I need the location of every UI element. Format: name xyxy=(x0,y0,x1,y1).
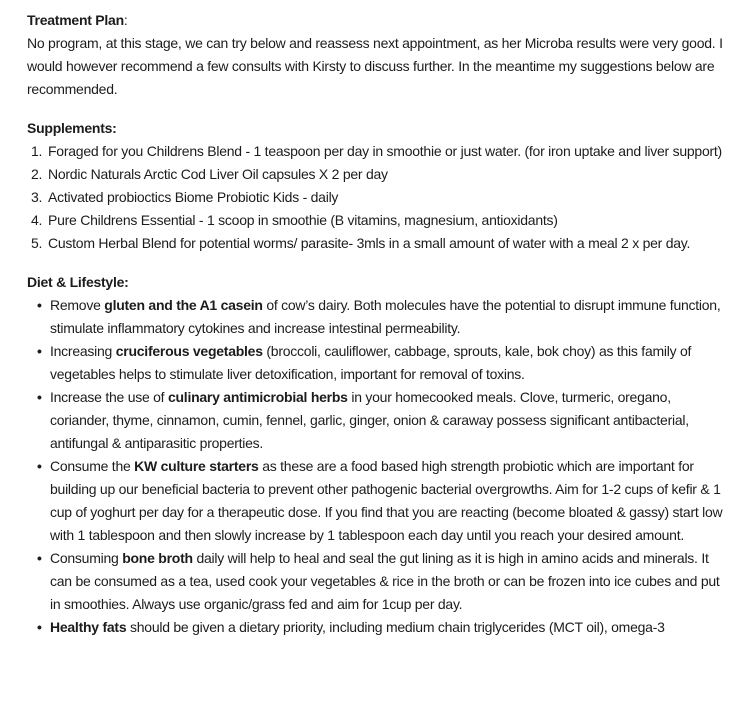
text-run: Remove xyxy=(50,297,105,313)
supplement-item xyxy=(27,140,727,163)
bullet-icon: • xyxy=(37,458,42,474)
treatment-plan-heading-colon: : xyxy=(123,12,128,28)
bold-text-run: cruciferous vegetables xyxy=(115,343,263,359)
supplement-item xyxy=(27,186,727,209)
bullet-icon: • xyxy=(37,550,42,566)
diet-lifestyle-item-text xyxy=(50,455,727,547)
text-run: in your homecooked meals. Clove, turmeric, oregano, coriander, thyme, cinnamon, cumin, fennel, garlic, ginger, onion & caraway possess significant antibacterial, antifungal & antiparasitic properties. xyxy=(50,389,689,451)
bold-text-run: culinary antimicrobial herbs xyxy=(167,389,348,405)
supplement-item-text: Custom Herbal Blend for potential worms/ parasite- 3mls in a small amount of water with a meal 2 x per day. xyxy=(48,235,691,251)
diet-lifestyle-item-text xyxy=(50,547,727,616)
supplements-heading: Supplements: xyxy=(27,120,117,136)
diet-lifestyle-item-text xyxy=(50,616,727,639)
supplement-item-text: Pure Childrens Essential - 1 scoop in smoothie (B vitamins, magnesium, antioxidants) xyxy=(48,212,558,228)
text-run: Increase the use of xyxy=(50,389,168,405)
bold-text-run: bone broth xyxy=(122,550,193,566)
bullet-icon: • xyxy=(37,343,42,359)
supplement-item-text: Nordic Naturals Arctic Cod Liver Oil capsules X 2 per day xyxy=(48,166,388,182)
list-number: 1. xyxy=(31,143,43,159)
text-run: daily will help to heal and seal the gut lining as it is high in amino acids and minerals. It can be consumed as a tea, used cook your vegetables & rice in the broth or can be frozen into ice cubes and put in smoothies. Always use organic/grass fed and aim for 1cup per day. xyxy=(50,550,720,612)
text-run: Consuming xyxy=(50,550,123,566)
text-run: should be given a dietary priority, including medium chain triglycerides (MCT oil), omega-3 xyxy=(126,619,665,635)
supplement-item xyxy=(27,209,727,232)
list-number: 4. xyxy=(31,212,43,228)
text-run: Increasing xyxy=(50,343,116,359)
text-run: Consume the xyxy=(50,458,135,474)
bullet-icon: • xyxy=(37,619,42,635)
list-number: 2. xyxy=(31,166,43,182)
bullet-icon: • xyxy=(37,297,42,313)
text-run: (broccoli, cauliflower, cabbage, sprouts, kale, bok choy) as this family of vegetables helps to stimulate liver detoxification, important for removal of toxins. xyxy=(50,343,692,382)
diet-lifestyle-item-text xyxy=(50,386,727,455)
diet-lifestyle-item xyxy=(27,455,727,547)
diet-lifestyle-heading: Diet & Lifestyle: xyxy=(27,274,129,290)
diet-lifestyle-item-text xyxy=(50,340,727,386)
bullet-icon: • xyxy=(37,389,42,405)
diet-lifestyle-list xyxy=(27,294,727,639)
list-number: 3. xyxy=(31,189,43,205)
treatment-plan-intro-paragraph: No program, at this stage, we can try below and reassess next appointment, as her Microba results were very good. I would however recommend a few consults with Kirsty to discuss further. In the meantime my suggestions below are recommended. xyxy=(27,35,723,97)
text-run: of cow’s dairy. Both molecules have the potential to disrupt immune function, stimulate inflammatory cytokines and increase intestinal permeability. xyxy=(50,297,721,336)
text-run: as these are a food based high strength probiotic which are important for building up our beneficial bacteria to prevent other pathogenic bacterial overgrowths. Aim for 1-2 cups of kefir & 1 cup of yoghurt per day for a therapeutic dose. If you find that you are reacting (become bloated & gassy) start low with 1 tablespoon and then slowly increase by 1 tablespoon each day until you reach your desired amount. xyxy=(50,458,723,543)
bold-text-run: KW culture starters xyxy=(134,458,259,474)
bold-text-run: gluten and the A1 casein xyxy=(104,297,263,313)
supplements-list xyxy=(27,140,727,255)
supplement-item xyxy=(27,232,727,255)
diet-lifestyle-item xyxy=(27,340,727,386)
diet-lifestyle-item xyxy=(27,616,727,639)
diet-lifestyle-item xyxy=(27,547,727,616)
supplement-item xyxy=(27,163,727,186)
diet-lifestyle-item xyxy=(27,294,727,340)
list-number: 5. xyxy=(31,235,43,251)
supplement-item-text: Activated probioctics Biome Probiotic Kids - daily xyxy=(48,189,339,205)
treatment-plan-heading-text: Treatment Plan xyxy=(27,12,124,28)
bold-text-run: Healthy fats xyxy=(50,619,127,635)
treatment-plan-heading xyxy=(27,9,727,32)
diet-lifestyle-item-text xyxy=(50,294,727,340)
supplement-item-text: Foraged for you Childrens Blend - 1 teaspoon per day in smoothie or just water. (for iron uptake and liver support) xyxy=(48,143,722,159)
diet-lifestyle-item xyxy=(27,386,727,455)
